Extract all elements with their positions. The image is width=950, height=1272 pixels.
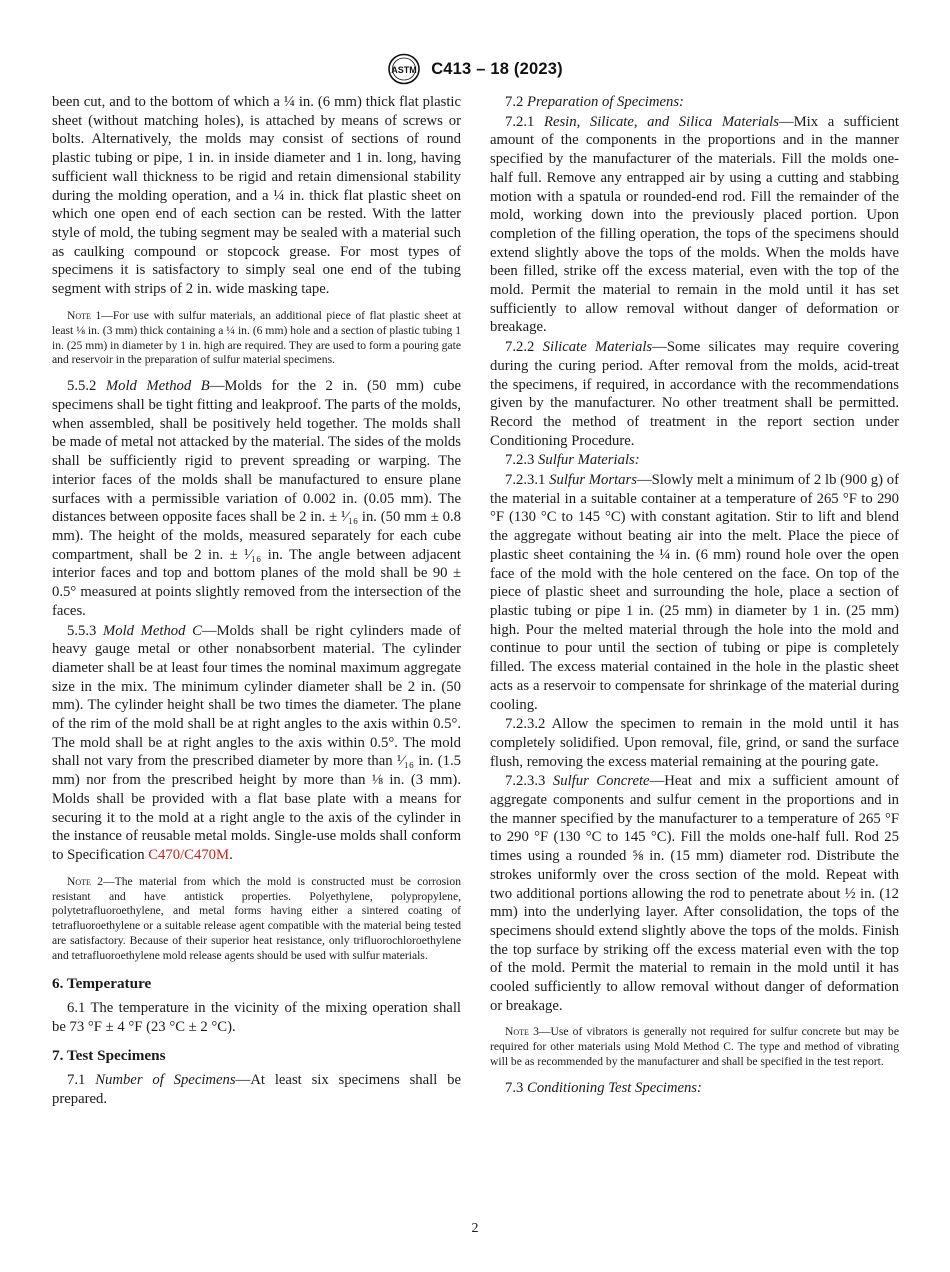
section-6-1: 6.1 The temperature in the vicinity of the mixing operation shall be 73 °F ± 4 °F (23 °C ± 2 °C). [52, 1000, 461, 1035]
section-7-2-3-1 [490, 471, 899, 714]
page-number: 2 [471, 1221, 479, 1236]
section-5-5-3: 5.5.3 Mold Method C—Molds shall be right cylinders made of heavy gauge metal or other nonabsorbent material. The cylinder diameter shall be at least four times the nominal maximum aggregate size in the mix. The minimum cylinder diameter shall be 2 in. (50 mm). The cylinder height shall be two times the diameter. The plane of the rim of the mold shall be at right angles to the axis within 0.5°. The mold shall be at right angles to the axis within 0.5°. The mold shall not vary from the prescribed diameter by more than ¹⁄₁₆ in. (1.5 mm) nor from the prescribed height by more than ⅛ in. (3 mm). Molds shall be provided with a flat base plate with a means for securing it to the mold at a right angle to the axis of the cylinder in the instance of reusable metal molds. Single-use molds shall conform to Specification C470/C470M. [52, 622, 462, 863]
section-title: Silicate Materials [542, 339, 653, 356]
section-title: Sulfur Mortars [549, 472, 637, 489]
note-1 [52, 309, 461, 369]
section-7-2-2 [490, 338, 899, 450]
section-text: —Heat and mix a sufficient amount of aggregate components and sulfur cement in the proportions and in the manner specified by the manufacturer to a temperature of 265 °F to 290 °F (130 °C to 145 °C). Fill the molds one-half full. Rod 25 times using a rounded ⅝ in. (15 mm) diameter rod. Distribute the strokes uniformly over the cross section of the mold. Repeat with two additional portions allowing the rod to penetrate about ½ in. (12 mm) into the underlying layer. After consolidation, the tops of the specimens should extend slightly above the tops of the molds. Finish the top surface by striking off the excess material even with the top of the mold. Permit the material to remain in the mold until it has cooled sufficiently to allow removal without danger of deformation or breakage. [490, 773, 900, 1014]
section-7-2-1 [490, 113, 899, 337]
document-designation: C413 – 18 (2023) [431, 59, 563, 78]
section-7-2-3-2: 7.2.3.2 Allow the specimen to remain in the mold until it has completely solidified. Upon removal, file, grind, or sand the surface flush, removing the excess material remaining at the pouring gate. [490, 716, 899, 770]
section-title: Sulfur Concrete [552, 773, 650, 790]
section-5-5-2 [52, 377, 461, 620]
note-3 [490, 1025, 899, 1070]
section-7-3 [490, 1079, 899, 1098]
note-text: —The material from which the mold is constructed must be corrosion resistant and have antistick properties. Polyethylene, polypropylene, polytetrafluoroethylene, and metal forms having either a sintered coating of tetrafluoroethylene or a suitable release agent compatible with the material being tested are satisfactory. Because of their superior heat resistance, only trifluorochloroethylene and tetrafluoroethylene mold release agents should be used with sulfur materials. [52, 874, 461, 963]
note-label: Note 3 [505, 1025, 539, 1039]
section-number: 5.5.3 [67, 622, 97, 639]
section-title: Mold Method C [103, 622, 202, 639]
section-text: —Mix a sufficient amount of the components in the proportions and in the manner specified by the manufacturer of the materials. Fill the molds one-half full. Remove any entrapped air by using a cutting and stabbing motion with a spatula or rounded-end rod. Fill the remainder of the mold, working down into the previously placed portion. Upon completion of the filling operation, the tops of the specimens should extend slightly above the tops of the molds. When the molds have been filled, strike off the excess material, even with the top of the mold. Permit the material to remain in the mold until it has set sufficiently to allow removal without danger of deformation or breakage. [490, 113, 900, 336]
section-number: 7.2.3 [505, 452, 535, 469]
heading-test-specimens: 7. Test Specimens [52, 1047, 166, 1065]
section-title: Conditioning Test Specimens: [527, 1080, 702, 1097]
right-column [490, 93, 899, 1098]
section-number: 7.2.2 [505, 339, 535, 356]
section-7-1 [52, 1071, 461, 1108]
section-title: Mold Method B [105, 378, 210, 395]
note-label: Note 1 [67, 308, 102, 322]
section-title: Resin, Silicate, and Silica Materials [543, 113, 779, 130]
note-2 [52, 875, 461, 964]
specification-link[interactable]: C470/C470M [148, 846, 230, 863]
astm-logo-icon [387, 53, 421, 85]
section-text: —Molds for the 2 in. (50 mm) cube specimens shall be tight fitting and leakproof. The parts of the molds, when assembled, shall be positively held together. The molds shall be made of metal not attacked by the material. The sides of the molds shall be sufficiently rigid to prevent spreading or warping. The interior faces of the molds shall be manufactured to ensure plane surfaces with a permissible variation of 0.002 in. (0.05 mm). The distances between opposite faces shall be 2 in. ± ¹⁄₁₆ in. (50 mm ± 0.8 mm). The height of the molds, measured separately for each cube compartment, shall be 2 in. ± ¹⁄₁₆ in. The angle between adjacent interior faces and top and bottom planes of the mold shall be 90 ± 0.5° measured at points slightly removed from the intersection of the faces. [52, 378, 461, 619]
section-title: Number of Specimens [95, 1072, 236, 1089]
section-7-2 [490, 93, 899, 112]
note-label: Note 2 [67, 874, 104, 888]
left-column [52, 93, 461, 1109]
section-number: 7.1 [67, 1072, 86, 1089]
section-number: 5.5.2 [67, 378, 97, 395]
section-number: 7.2.3.1 [505, 472, 546, 489]
section-text: —Molds shall be right cylinders made of heavy gauge metal or other nonabsorbent material. The cylinder diameter shall be at least four times the nominal maximum aggregate size in the mix. The minimum cylinder diameter shall be 2 in. (50 mm). The cylinder height shall be two times the diameter. The plane of the rim of the mold shall be at right angles to the axis within 0.5°. The mold shall be at right angles to the axis within 0.5°. The mold shall not vary from the prescribed diameter by more than ¹⁄₁₆ in. (1.5 mm) nor from the prescribed height by more than ⅛ in. (3 mm). Molds shall be provided with a flat base plate with a means for securing it to the mold at a right angle to the axis of the cylinder in the instance of reusable metal molds. Single-use molds shall conform to Specification [52, 622, 462, 863]
section-number: 7.2.3.3 [505, 773, 546, 790]
section-text: —Slowly melt a minimum of 2 lb (900 g) of the material in a suitable container at a temperature of 265 °F to 290 °F (130 °C to 145 °C) with constant agitation. Stir to lift and blend the aggregate without beating air into the melt. Place the piece of plastic sheet containing the ¼ in. (6 mm) round hole over the open face of the mold with the hole centered on the face. On top of the piece of plastic sheet and surrounding the hole, place a section of plastic tubing or pipe 1 in. (25 mm) in diameter by 1 in. (25 mm) high. Pour the melted material through the hole into the mold and continue to pour until the section of tubing or pipe is completely filled. The excess material contained in the hole in the plastic sheet acts as a reservoir to compensate for shrinkage of the material during cooling. [490, 472, 900, 713]
section-title: Preparation of Specimens: [527, 94, 684, 110]
paragraph-continued: been cut, and to the bottom of which a ¼ in. (6 mm) thick flat plastic sheet (without matching holes), is attached by means of screws or bolts. Alternatively, the molds may consist of sections of round plastic tubing or pipe, 1 in. in inside diameter and 1 in. long, having sufficient wall thickness to be rigid and retain dimensional stability during the molding operation, and a ¼ in. thick flat plastic sheet on which one open end of each section can be rested. With the latter style of mold, the tubing segment may be sealed with a material such as caulking compound or stopcock grease. For most types of specimens it is satisfactory to simply seal one end of the tubing segment with strips of 2 in. wide masking tape. [52, 94, 461, 298]
svg-text:ASTM: ASTM [391, 65, 417, 75]
note-text: —Use of vibrators is generally not required for sulfur concrete but may be required for other materials using Mold Method C. The type and method of vibrating will be as recommended by the manufacturer and shall be specified in the test report. [490, 1025, 899, 1069]
section-text: —At least six specimens shall be prepared. [52, 1072, 462, 1108]
section-text: —Some silicates may require covering during the curing period. After removal from the molds, acid-treat the specimens, if required, in accordance with the recommendations given by the manufacturer. No other treatment shall be permitted. Record the method of treatment in the report section under Conditioning Procedure. [490, 339, 899, 449]
note-text: —For use with sulfur materials, an additional piece of flat plastic sheet at least ⅛ in. (3 mm) thick containing a ¼ in. (6 mm) hole and a section of plastic tubing 1 in. (25 mm) in diameter by 1 in. high are required. They are used to form a pouring gate and reservoir in the preparation of sulfur material specimens. [52, 308, 461, 367]
page-header [0, 52, 950, 86]
section-title: Sulfur Materials: [538, 452, 640, 469]
section-number: 7.3 [505, 1080, 524, 1097]
section-number: 7.2.1 [505, 113, 535, 130]
section-7-2-3 [490, 451, 899, 470]
heading-temperature: 6. Temperature [52, 975, 152, 993]
section-7-2-3-3 [490, 772, 899, 1015]
section-number: 7.2 [505, 94, 524, 110]
